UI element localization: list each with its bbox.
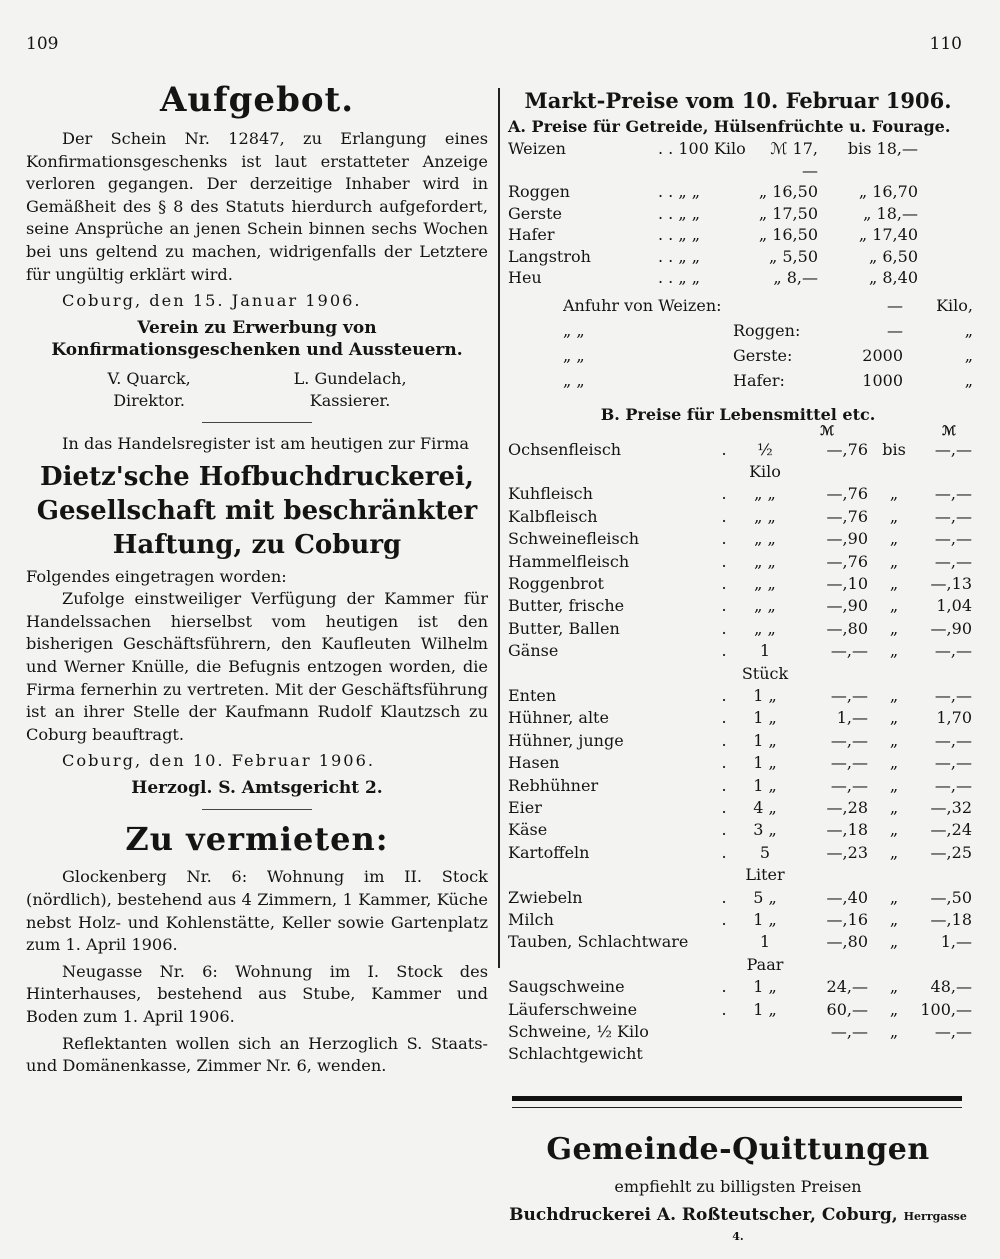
food-row	[508, 999, 972, 1021]
food-row-cell: —,90	[826, 596, 868, 616]
food-row-cell: „	[889, 506, 899, 526]
food-row-cell: —,—	[934, 775, 972, 795]
food-row	[508, 752, 972, 774]
food-row-cell: .	[721, 708, 727, 728]
food-row-cell: Kalbfleisch	[508, 506, 598, 526]
supply-row-cell: Roggen:	[733, 320, 801, 340]
supply-row-cell: „	[964, 370, 973, 390]
grain-row-cell: „ 17,40	[858, 225, 918, 244]
food-row-cell: Tauben, Schlachtware	[508, 932, 689, 952]
food-row-cell: —,25	[930, 842, 972, 862]
food-row	[508, 730, 972, 752]
thick-rule	[512, 1096, 962, 1101]
food-row-cell: ½ Kilo	[749, 439, 781, 481]
food-row	[508, 1021, 972, 1066]
supply-row-cell: 1000	[862, 370, 903, 390]
grain-row-cell: Hafer	[508, 225, 555, 244]
food-row	[508, 887, 972, 909]
aufgebot-signatures	[26, 368, 488, 412]
food-row-cell: Milch	[508, 910, 554, 930]
food-row-cell: „ „	[754, 618, 776, 638]
signature-director-name: V. Quarck,	[107, 368, 191, 388]
food-price-table	[508, 439, 972, 1066]
food-row-cell: —,—	[934, 1022, 972, 1042]
food-row-cell: „	[889, 842, 899, 862]
food-row-cell: Hühner, alte	[508, 708, 609, 728]
food-row-cell: .	[721, 551, 727, 571]
grain-row-cell: . . „ „	[658, 225, 701, 244]
food-row-cell: .	[721, 529, 727, 549]
signature-cashier-name: L. Gundelach,	[293, 368, 407, 388]
food-row	[508, 775, 972, 797]
food-row-cell: —,24	[930, 820, 972, 840]
supply-row	[508, 343, 973, 368]
food-row-cell: —,76	[826, 506, 868, 526]
food-row-cell: .	[721, 798, 727, 817]
food-row-cell: „	[889, 708, 899, 728]
food-row-cell: „	[889, 887, 899, 907]
grain-row-cell: „ 6,50	[869, 246, 918, 266]
food-row-cell: —,76	[826, 484, 868, 504]
grain-row-cell: . . „ „	[658, 182, 701, 201]
gemeinde-subtitle: empfiehlt zu billigsten Preisen	[614, 1176, 862, 1196]
register-line: Folgendes eingetragen worden:	[26, 566, 287, 586]
food-row-cell: 1 „	[753, 753, 777, 773]
register-court: Herzogl. S. Amtsgericht 2.	[131, 777, 383, 798]
aufgebot-body: Der Schein Nr. 12847, zu Erlangung eines Konfirmationsgeschenks ist laut erstatteter Anzeige verloren gegangen. Der derzeitige Inhaber wird in Gemäßheit des § 8 des Statuts hierdurch aufgefordert, seine Ansprüche an jenen Schein binnen sechs Wochen bei uns geltend zu machen, widrigenfalls der Letztere für ungültig erklärt wird.	[26, 129, 488, 284]
food-row-cell: Schweine, ½ Kilo Schlachtgewicht	[508, 1022, 649, 1064]
supply-row-cell: Kilo,	[936, 295, 973, 315]
vermieten-title: Zu vermieten:	[125, 820, 389, 859]
grain-row-cell: „ 16,50	[758, 182, 818, 201]
food-row	[508, 976, 972, 998]
food-row-cell: —,90	[930, 618, 972, 638]
food-row-cell: .	[721, 573, 727, 593]
supply-row-cell: „	[964, 345, 973, 365]
food-row-cell: —,—	[934, 439, 972, 459]
food-row-cell: .	[721, 999, 727, 1019]
aufgebot-title: Aufgebot.	[159, 80, 355, 120]
separator-rule	[202, 422, 312, 423]
food-row-cell: „	[889, 484, 899, 504]
food-row-cell: 1,—	[940, 932, 972, 952]
supply-table	[508, 293, 973, 393]
grain-row-cell: . . „ „	[658, 246, 701, 266]
food-row-cell	[708, 931, 740, 976]
register-body: Zufolge einstweiliger Verfügung der Kammer für Handelssachen hierselbst vom heutigen ist den bisherigen Geschäftsführern, den Kaufleuten Wilhelm und Werner Knülle, die Befugnis entzogen worden, die Firma fernerhin zu vertreten. Mit der Geschäftsführung ist an ihrer Stelle der Kaufmann Rudolf Klautzsch zu Coburg beauftragt.	[26, 589, 488, 744]
food-row	[508, 797, 972, 819]
food-row	[508, 685, 972, 707]
food-row-cell: „	[889, 685, 899, 705]
food-row-cell: „	[889, 529, 899, 549]
supply-row-cell: „ „	[563, 345, 585, 365]
grain-row-cell: „ 16,50	[758, 225, 818, 244]
food-row-cell: —,80	[826, 932, 868, 952]
grain-row-cell: Roggen	[508, 182, 570, 201]
food-row	[508, 483, 972, 505]
supply-row-cell: Hafer:	[733, 370, 785, 390]
food-row-cell: 48,—	[930, 977, 972, 997]
food-row-cell: „	[889, 1022, 899, 1042]
currency-header	[508, 424, 968, 439]
food-row-cell: 24,—	[826, 977, 868, 997]
food-row-cell: —,—	[934, 529, 972, 549]
column-divider	[498, 88, 500, 968]
grain-row	[508, 203, 968, 225]
food-row-cell: bis	[882, 439, 906, 459]
food-row-cell: .	[721, 775, 727, 795]
food-row-cell: „	[889, 798, 899, 817]
food-row-cell: Eier	[508, 798, 542, 817]
grain-row-cell: ℳ 17,—	[770, 139, 818, 180]
food-row-cell: —,50	[930, 887, 972, 907]
printer-line	[508, 1205, 968, 1245]
food-row-cell: Hammelfleisch	[508, 551, 630, 571]
gemeinde-title: Gemeinde-Quittungen	[546, 1131, 930, 1167]
supply-row-cell: Anfuhr von Weizen:	[563, 295, 722, 315]
section-b-title: B. Preise für Lebensmittel etc.	[600, 404, 876, 424]
food-row-cell: —,16	[826, 910, 868, 930]
food-row-cell: .	[721, 484, 727, 504]
food-row-cell: .	[721, 618, 727, 638]
section-a-title: A. Preise für Getreide, Hülsenfrüchte u. Fourage.	[508, 117, 951, 136]
left-column	[26, 80, 488, 1078]
food-row-cell: .	[721, 685, 727, 705]
aufgebot-organization: Verein zu Erwerbung von Konfirmationsgeschenken und Aussteuern.	[51, 317, 463, 361]
grain-row	[508, 224, 968, 246]
food-row-cell: —,—	[934, 753, 972, 773]
food-row-cell: —,10	[826, 573, 868, 593]
grain-row-cell: Heu	[508, 268, 542, 287]
supply-row-cell: „ „	[563, 320, 585, 340]
food-row-cell: Enten	[508, 685, 557, 705]
grain-row-cell: Gerste	[508, 203, 563, 223]
food-row-cell: Roggenbrot	[508, 573, 604, 593]
food-row	[508, 819, 972, 841]
food-row-cell: 100,—	[920, 999, 972, 1019]
food-row-cell: „	[889, 730, 899, 750]
grain-row	[508, 267, 968, 289]
food-row-cell: .	[721, 641, 727, 661]
food-row-cell: —,76	[826, 439, 868, 459]
food-row-cell: —,—	[830, 775, 868, 795]
food-row	[508, 618, 972, 640]
vermieten-neugasse: Neugasse Nr. 6: Wohnung im I. Stock des Hinterhauses, bestehend aus Stube, Kammer und Boden zum 1. April 1906.	[26, 961, 488, 1027]
grain-row-cell: . . „ „	[658, 203, 701, 223]
grain-row-cell: Weizen	[508, 139, 566, 158]
food-row-cell: „	[889, 551, 899, 571]
food-row-cell: —,—	[830, 641, 868, 661]
food-row-cell: Kuhfleisch	[508, 484, 593, 504]
food-row-cell	[708, 1021, 740, 1066]
right-column	[508, 88, 973, 1245]
food-row	[508, 551, 972, 573]
signature-director-role: Direktor.	[113, 390, 185, 410]
food-row-cell: .	[721, 506, 727, 526]
printer-street: Herrgasse 4.	[732, 1209, 967, 1243]
food-row-cell: —,40	[826, 887, 868, 907]
food-row-cell: „	[889, 596, 899, 616]
food-row-cell: .	[721, 730, 727, 750]
food-row-cell: —,—	[830, 685, 868, 705]
grain-row-cell: „ 8,—	[773, 268, 818, 287]
supply-row-cell: „ „	[563, 370, 585, 390]
supply-row-cell	[733, 293, 813, 318]
food-row	[508, 909, 972, 931]
food-row-cell: Kartoffeln	[508, 842, 590, 862]
food-row-cell: Läuferschweine	[508, 999, 638, 1019]
food-row	[508, 506, 972, 528]
supply-row-cell: „	[964, 320, 973, 340]
food-row-cell: „ „	[754, 484, 776, 504]
food-row-cell: „	[889, 641, 899, 661]
food-row-cell: —,—	[830, 753, 868, 773]
register-firm-name: Dietz'sche Hofbuchdruckerei, Gesellschaft mit beschränkter Haftung, zu Coburg	[36, 461, 478, 560]
food-row-cell: „ „	[754, 573, 776, 593]
food-row-cell: .	[721, 596, 727, 616]
grain-row-cell: . . „ „	[658, 268, 701, 287]
food-row-cell: 3 „	[753, 820, 777, 840]
grain-row-cell: . . 100 Kilo	[658, 139, 746, 158]
food-row-cell: —,—	[934, 641, 972, 661]
food-row	[508, 931, 972, 976]
food-row-cell: 5 „	[753, 887, 777, 907]
food-row-cell: —,18	[930, 910, 972, 930]
food-row-cell: „ „	[754, 529, 776, 549]
food-row-cell: —,18	[826, 820, 868, 840]
grain-row	[508, 138, 968, 181]
food-row-cell: —,28	[826, 798, 868, 817]
grain-row-cell: „ 5,50	[769, 246, 818, 266]
food-row-cell: .	[721, 977, 727, 997]
grain-row	[508, 181, 968, 203]
grain-row-cell: bis 18,—	[847, 139, 918, 158]
food-row-cell: „	[889, 910, 899, 930]
printer-name: Buchdruckerei A. Roßteutscher, Coburg,	[509, 1204, 898, 1225]
register-intro: In das Handelsregister ist am heutigen zur Firma	[62, 433, 470, 453]
signature-director	[107, 368, 190, 412]
supply-row-cell: —	[887, 295, 903, 315]
grain-row-cell: „ 16,70	[858, 182, 918, 201]
page-number-right: 110	[929, 34, 962, 54]
food-row	[508, 640, 972, 685]
food-row-cell: 1 Paar	[746, 932, 784, 974]
food-row-cell: .	[721, 753, 727, 773]
food-row-cell: 1 Stück	[741, 641, 789, 683]
food-row-cell: —,—	[934, 484, 972, 504]
food-row-cell: 1,04	[936, 596, 972, 616]
food-row-cell: „	[889, 977, 899, 997]
food-row-cell: Butter, Ballen	[508, 618, 620, 638]
food-row-cell: —,—	[830, 730, 868, 750]
supply-row-cell: —	[887, 320, 903, 340]
food-row-cell: Käse	[508, 820, 548, 840]
aufgebot-date: Coburg, den 15. Januar 1906.	[62, 291, 362, 311]
food-row-cell: 1 „	[753, 999, 777, 1019]
food-row	[508, 707, 972, 729]
food-row-cell: 1 „	[753, 708, 777, 728]
page-number-left: 109	[26, 34, 59, 54]
food-row-cell: „	[889, 753, 899, 773]
food-row-cell: .	[721, 842, 727, 862]
food-row-cell: 1,70	[936, 708, 972, 728]
food-row-cell: 60,—	[826, 999, 868, 1019]
food-row-cell: Schweinefleisch	[508, 529, 640, 549]
grain-row-cell: „ 18,—	[863, 203, 918, 223]
food-row-cell: Hasen	[508, 753, 560, 773]
food-row-cell: —,13	[930, 573, 972, 593]
food-row-cell: —,—	[830, 1022, 868, 1042]
food-row	[508, 528, 972, 550]
grain-row-cell: Langstroh	[508, 246, 591, 266]
food-row-cell: .	[721, 439, 727, 459]
supply-row	[508, 368, 973, 393]
food-row-cell: „	[889, 820, 899, 840]
food-row-cell: 1 „	[753, 977, 777, 997]
supply-row-cell: Gerste:	[733, 345, 793, 365]
food-row-cell: Ochsenfleisch	[508, 439, 622, 459]
food-row-cell: —,90	[826, 529, 868, 549]
separator-rule-2	[202, 809, 312, 810]
food-row-cell: „ „	[754, 506, 776, 526]
food-row-cell: Hühner, junge	[508, 730, 624, 750]
food-row-cell: 4 „	[753, 798, 777, 817]
food-row-cell: —,—	[934, 685, 972, 705]
food-row-cell: Gänse	[508, 641, 559, 661]
currency-symbol-high: ℳ	[942, 423, 956, 439]
register-date: Coburg, den 10. Februar 1906.	[62, 751, 376, 771]
vermieten-contact: Reflektanten wollen sich an Herzoglich S. Staats- und Domänenkasse, Zimmer Nr. 6, wenden.	[26, 1033, 488, 1076]
grain-price-table	[508, 138, 968, 289]
food-row-cell: 1 „	[753, 910, 777, 930]
grain-row-cell: „ 17,50	[758, 203, 818, 223]
food-row-cell: —,—	[934, 551, 972, 571]
vermieten-glockenberg: Glockenberg Nr. 6: Wohnung im II. Stock (nördlich), bestehend aus 4 Zimmern, 1 Kammer, Küche nebst Holz- und Kohlenstätte, Keller sowie Gartenplatz zum 1. April 1906.	[26, 867, 488, 955]
food-row-cell: 1 „	[753, 685, 777, 705]
food-row-cell: 1,—	[836, 708, 868, 728]
supply-row-cell: 2000	[862, 345, 903, 365]
food-row-cell: „	[889, 999, 899, 1019]
food-row-cell: Saugschweine	[508, 977, 625, 997]
supply-row	[508, 318, 973, 343]
food-row	[508, 595, 972, 617]
food-row-cell: —,76	[826, 551, 868, 571]
food-row-cell: Butter, frische	[508, 596, 625, 616]
food-row-cell: .	[721, 910, 727, 930]
grain-row-cell: „ 8,40	[869, 268, 918, 287]
food-row-cell: Rebhühner	[508, 775, 599, 795]
food-row-cell: —,—	[934, 506, 972, 526]
food-row-cell: —,32	[930, 798, 972, 817]
food-row-cell: „	[889, 775, 899, 795]
food-row-cell: .	[721, 820, 727, 840]
food-row-cell: —,23	[826, 842, 868, 862]
signature-cashier	[294, 368, 407, 412]
food-row-cell: „	[889, 618, 899, 638]
food-row-cell: .	[721, 887, 727, 907]
food-row-cell: 1 „	[753, 730, 777, 750]
food-row	[508, 439, 972, 484]
food-row-cell: —,—	[934, 730, 972, 750]
market-title: Markt-Preise vom 10. Februar 1906.	[524, 88, 952, 113]
food-row	[508, 842, 972, 887]
food-row-cell: 5 Liter	[745, 842, 785, 885]
food-row-cell: „	[889, 932, 899, 952]
supply-row	[508, 293, 973, 318]
food-row-cell: „ „	[754, 551, 776, 571]
food-row-cell: Zwiebeln	[508, 887, 583, 907]
food-row-cell: —,80	[826, 618, 868, 638]
currency-symbol-low: ℳ	[820, 423, 835, 439]
grain-row	[508, 246, 968, 268]
signature-cashier-role: Kassierer.	[309, 390, 391, 410]
food-row	[508, 573, 972, 595]
food-row-cell	[740, 1021, 790, 1066]
food-row-cell: „	[889, 573, 899, 593]
food-row-cell: „ „	[754, 596, 776, 616]
thin-rule	[512, 1107, 962, 1108]
food-row-cell: 1 „	[753, 775, 777, 795]
